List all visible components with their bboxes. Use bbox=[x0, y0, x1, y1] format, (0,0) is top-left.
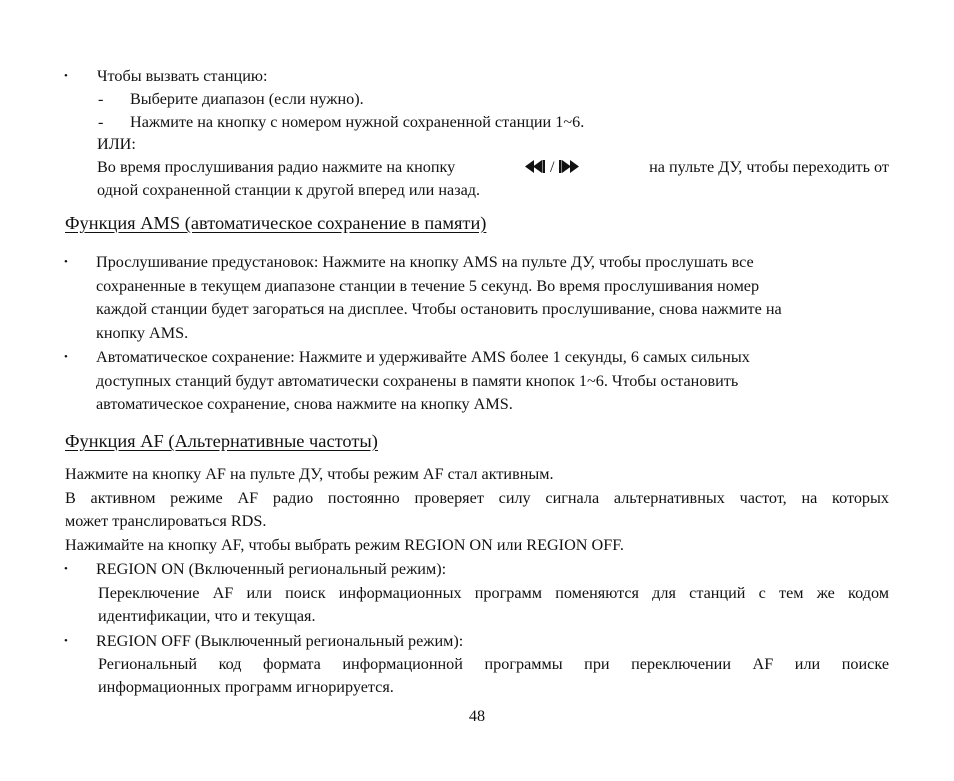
recall-intro: Чтобы вызвать станцию: bbox=[97, 67, 268, 85]
af-para-1: Нажмите на кнопку AF на пульте ДУ, чтобы режим AF стал активным. bbox=[65, 465, 554, 483]
ams-item-2 bbox=[96, 346, 750, 417]
bullet: • bbox=[64, 351, 68, 363]
remote-line-1 bbox=[97, 156, 889, 180]
af-para-2-line-2: может транслироваться RDS. bbox=[65, 512, 267, 530]
bullet: • bbox=[64, 256, 68, 268]
nav-icons: / bbox=[522, 156, 583, 180]
af-para-3: Нажимайте на кнопку AF, чтобы выбрать режим REGION ON или REGION OFF. bbox=[65, 536, 624, 554]
ams-item-1-line: каждой станции будет загораться на дисплее. Чтобы остановить прослушивание, снова нажмите на bbox=[96, 300, 782, 319]
skip-forward-icon bbox=[558, 159, 580, 174]
region-off-line-1: Региональный код формата информационной программы при переключении AF или поиске bbox=[98, 655, 889, 673]
region-off-line-2: информационных программ игнорируется. bbox=[98, 678, 394, 696]
ams-item-1-line: Прослушивание предустановок: Нажмите на кнопку AMS на пульте ДУ, чтобы прослушать все bbox=[96, 253, 754, 271]
region-on-title: REGION ON (Включенный региональный режим): bbox=[96, 560, 447, 578]
ams-item-1 bbox=[96, 251, 782, 345]
bullet: • bbox=[64, 635, 68, 647]
ams-heading: Функция AMS (автоматическое сохранение в памяти) bbox=[65, 213, 487, 233]
region-off-title: REGION OFF (Выключенный региональный режим): bbox=[96, 632, 464, 650]
page-number: 48 bbox=[468, 707, 486, 725]
af-heading: Функция AF (Альтернативные частоты) bbox=[65, 431, 378, 451]
af-para-2-line-1: В активном режиме AF радио постоянно проверяет силу сигнала альтернативных частот, на которых bbox=[65, 489, 889, 507]
ams-item-2-line: доступных станций будут автоматически сохранены в памяти кнопок 1~6. Чтобы остановить bbox=[96, 371, 739, 390]
remote-text-before: Во время прослушивания радио нажмите на кнопку bbox=[97, 158, 456, 176]
dash: - bbox=[98, 90, 104, 108]
region-on-line-1: Переключение AF или поиск информационных программ поменяются для станций с тем же кодом bbox=[98, 584, 889, 602]
bullet: • bbox=[64, 563, 68, 575]
ams-item-1-line: сохраненные в текущем диапазоне станции в течение 5 секунд. Во время прослушивания номер bbox=[96, 276, 760, 295]
remote-line-2: одной сохраненной станции к другой вперед или назад. bbox=[97, 181, 481, 199]
ams-item-1-line: кнопку AMS. bbox=[96, 323, 189, 342]
region-on-line-2: идентификации, что и текущая. bbox=[98, 607, 316, 625]
dash: - bbox=[98, 113, 104, 131]
recall-step-2: Нажмите на кнопку с номером нужной сохраненной станции 1~6. bbox=[130, 113, 585, 131]
or-label: ИЛИ: bbox=[97, 135, 136, 153]
remote-text-after: на пульте ДУ, чтобы переходить от bbox=[649, 158, 889, 176]
ams-item-2-line: автоматическое сохранение, снова нажмите на кнопку AMS. bbox=[96, 395, 513, 414]
skip-back-icon bbox=[524, 159, 546, 174]
recall-step-1: Выберите диапазон (если нужно). bbox=[130, 90, 364, 108]
bullet: • bbox=[64, 70, 68, 82]
ams-item-2-line: Автоматическое сохранение: Нажмите и удерживайте AMS более 1 секунды, 6 самых сильных bbox=[96, 348, 750, 366]
